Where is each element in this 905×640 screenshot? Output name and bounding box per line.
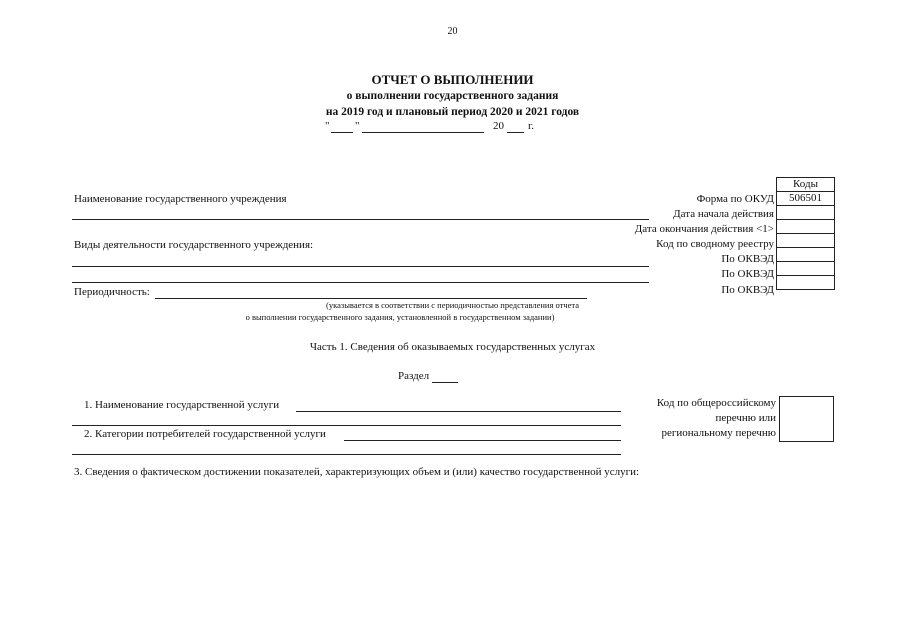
start-date-cell[interactable] [777,206,835,220]
date-day-field[interactable] [331,132,353,133]
date-quote-open: " [325,120,330,132]
service-name-label: 1. Наименование государственной услуги [84,399,280,411]
part1-title: Часть 1. Сведения об оказываемых государственных услугах [309,341,596,353]
start-date-label: Дата начала действия [673,208,774,220]
periodicity-field[interactable] [155,298,587,299]
consumer-categories-label: 2. Категории потребителей государственной услуги [84,428,326,440]
service-name-field[interactable] [296,411,621,412]
indicators-heading: 3. Сведения о фактическом достижении показателей, характеризующих объем и (или) качество государственной услуги: [74,466,640,478]
service-name-field-2[interactable] [72,425,621,426]
registry-code-cell[interactable] [777,234,835,248]
code-label-3: региональному перечню [661,427,776,439]
report-title: ОТЧЕТ О ВЫПОЛНЕНИИ [371,72,534,87]
okved-label-2: По ОКВЭД [721,268,774,280]
institution-name-label: Наименование государственного учреждения [74,193,287,205]
okved-cell-3[interactable] [777,276,835,290]
registry-code-box[interactable] [779,396,834,442]
periodicity-note-1: (указывается в соответствии с периодичностью представления отчета [326,300,579,310]
date-suffix: г. [528,120,535,132]
periodicity-note-2: о выполнении государственного задания, установленной в государственном задании) [245,312,555,322]
code-label-2: перечню или [715,412,776,424]
end-date-label: Дата окончания действия <1> [634,223,774,235]
institution-name-field[interactable] [72,219,649,220]
report-title-block [0,72,905,120]
okud-code-cell: 506501 [777,192,835,206]
okved-label-3: По ОКВЭД [721,284,774,296]
periodicity-label: Периодичность: [74,286,150,298]
end-date-cell[interactable] [777,220,835,234]
activity-types-label: Виды деятельности государственного учреждения: [74,239,314,251]
codes-table [776,177,835,290]
section-label: Раздел [398,370,430,382]
report-subtitle-1: о выполнении государственного задания [346,90,559,102]
activity-types-field-1[interactable] [72,266,649,267]
page-number: 20 [447,26,458,37]
activity-types-field-2[interactable] [72,282,649,283]
codes-header: Коды [777,178,835,192]
date-year-field[interactable] [507,132,524,133]
date-month-field[interactable] [362,132,484,133]
okved-cell-2[interactable] [777,262,835,276]
okved-cell-1[interactable] [777,248,835,262]
code-label-1: Код по общероссийскому [656,397,776,409]
okved-label-1: По ОКВЭД [721,253,774,265]
okud-label: Форма по ОКУД [696,193,774,205]
section-number-field[interactable] [432,382,458,383]
consumer-categories-field[interactable] [344,440,621,441]
registry-code-label: Код по сводному реестру [656,238,774,250]
report-subtitle-2: на 2019 год и плановый период 2020 и 2021 годов [325,106,580,118]
consumer-categories-field-2[interactable] [72,454,621,455]
date-year-prefix: 20 [493,120,504,132]
date-quote-close: " [355,120,360,132]
